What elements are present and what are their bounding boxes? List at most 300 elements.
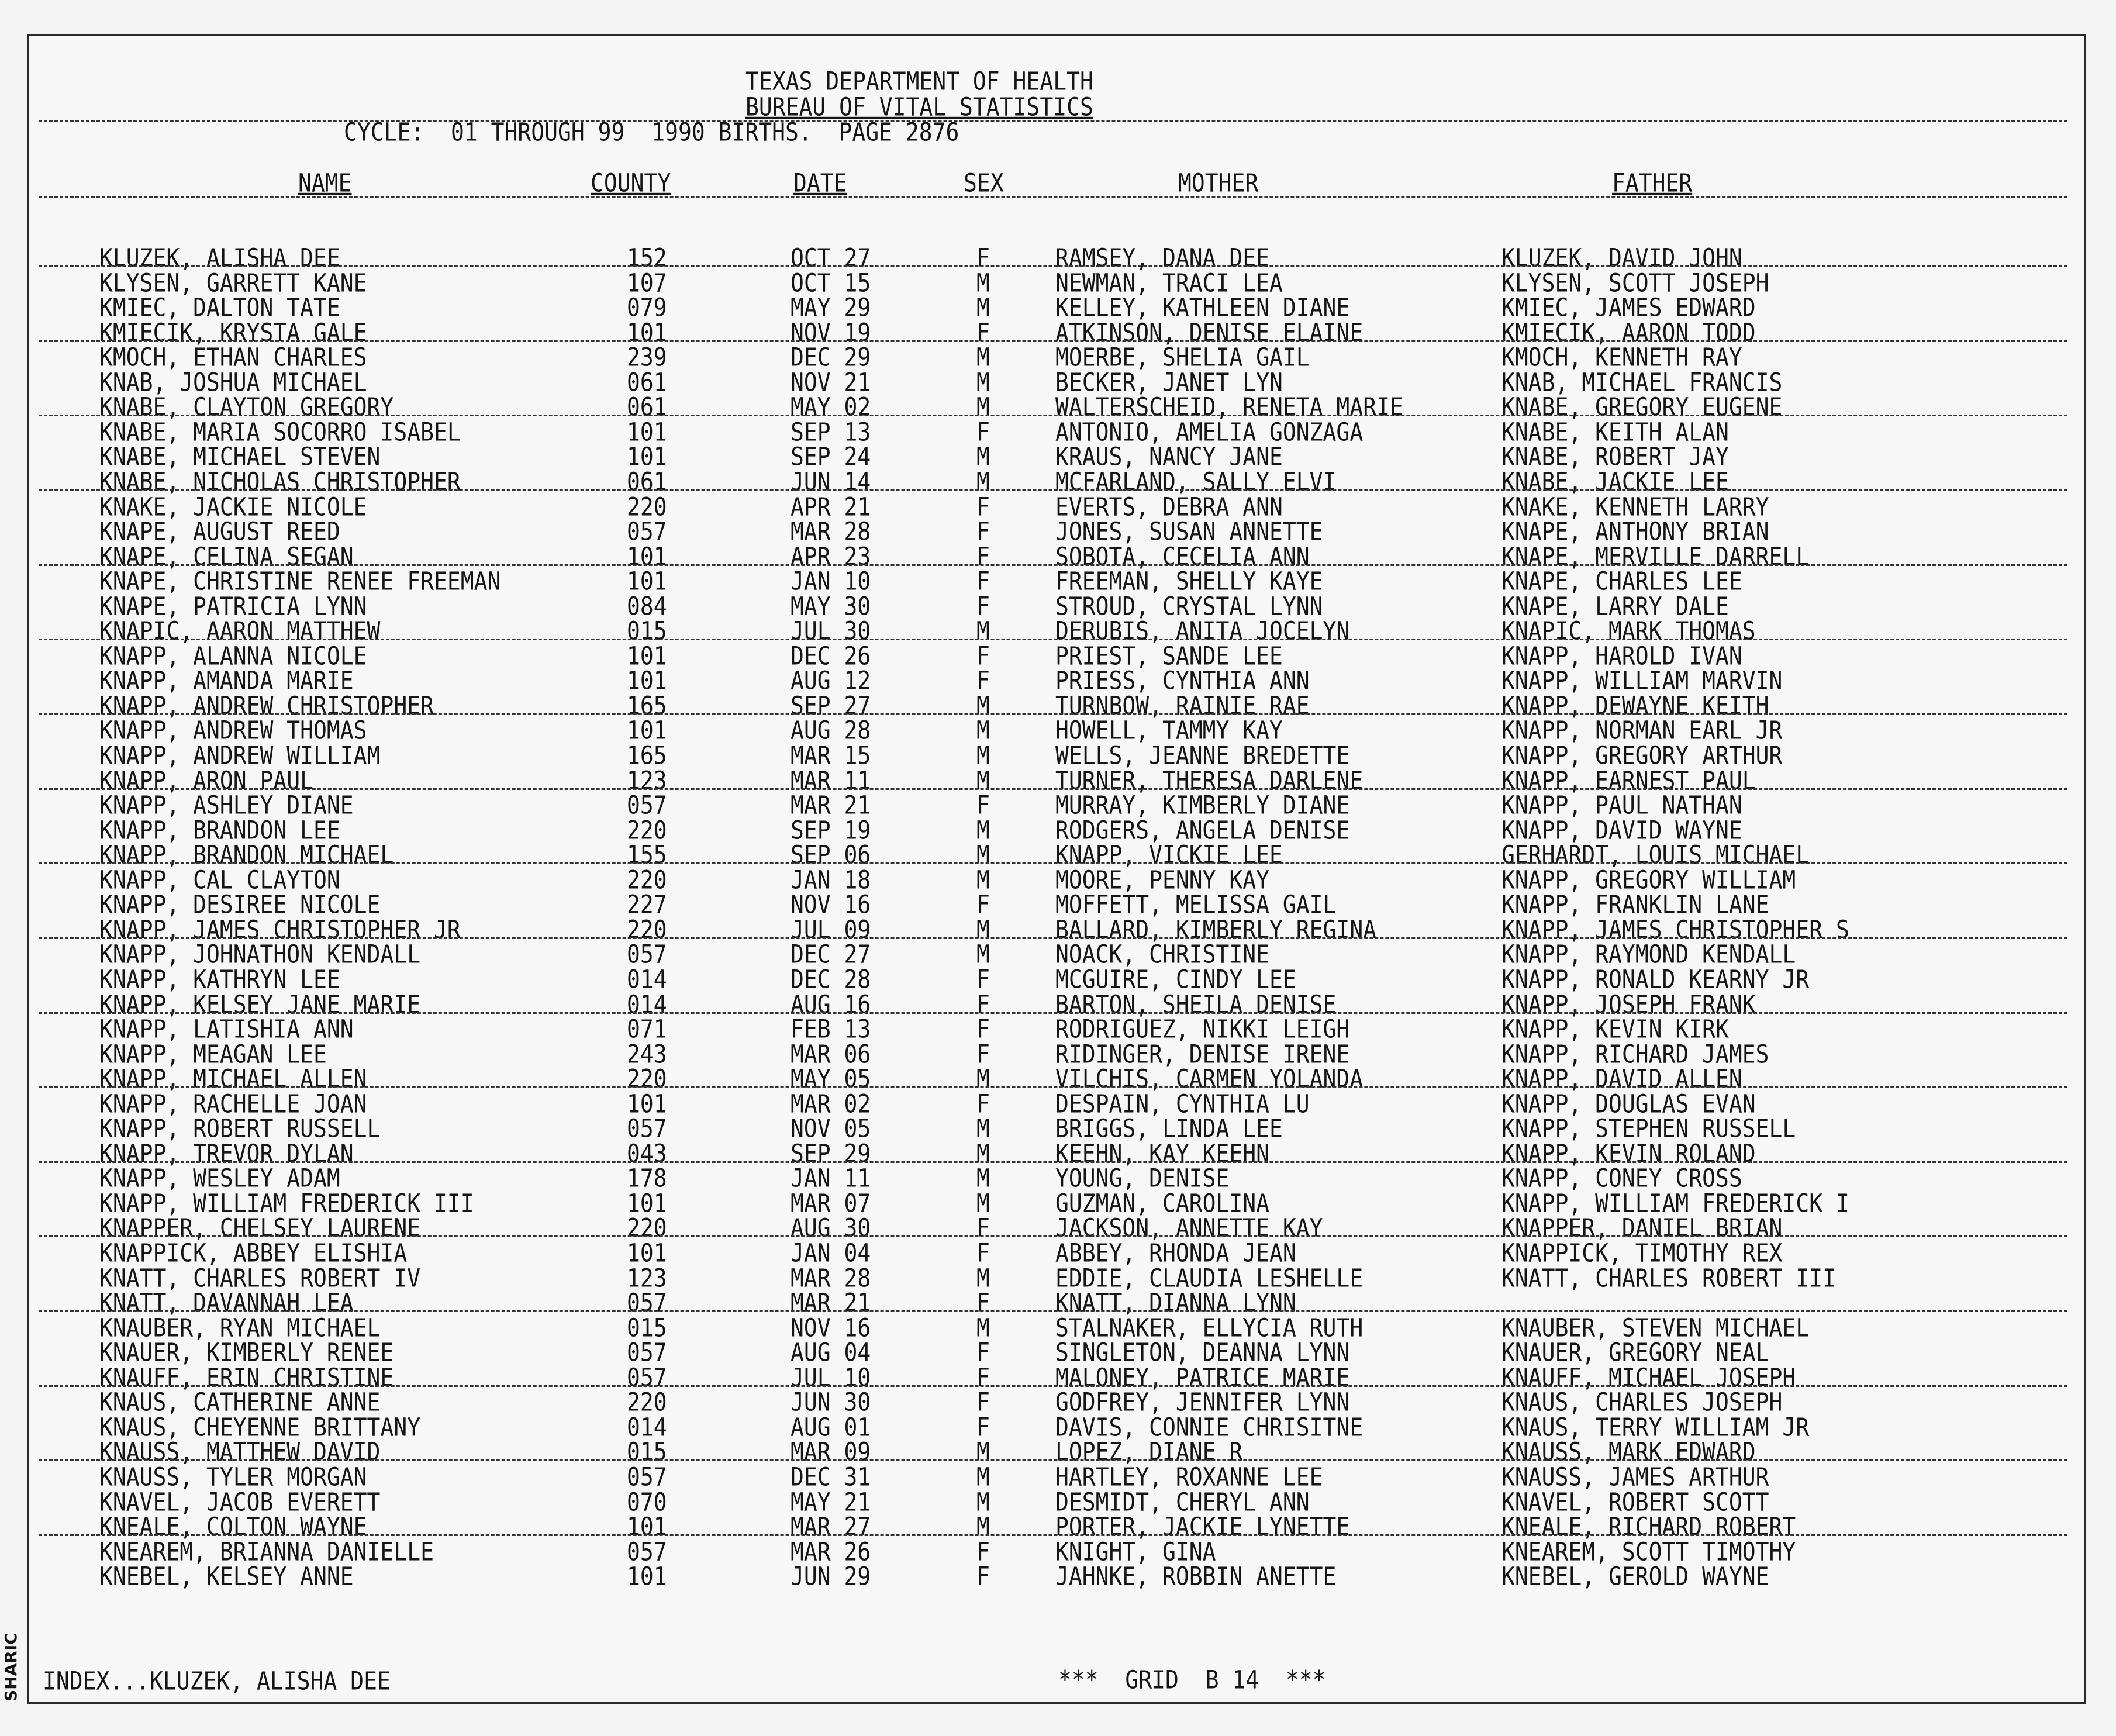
cell-sex: F <box>976 318 990 347</box>
cell-name: KMOCH, ETHAN CHARLES <box>99 343 367 372</box>
cell-mother: KELLEY, KATHLEEN DIANE <box>1055 293 1350 322</box>
cell-date: JAN 10 <box>791 567 871 596</box>
cell-sex: M <box>976 865 990 895</box>
cell-name: KNEBEL, KELSEY ANNE <box>99 1562 354 1591</box>
cell-date: MAR 11 <box>791 765 871 795</box>
cell-county: 057 <box>627 1114 667 1143</box>
cell-name: KNAUSS, TYLER MORGAN <box>99 1462 367 1492</box>
cell-father: KNAPE, LARRY DALE <box>1501 592 1729 621</box>
cell-father: KNAPP, NORMAN EARL JR <box>1501 716 1783 746</box>
cell-name: KNAPP, MICHAEL ALLEN <box>99 1064 367 1093</box>
cell-father: KNAUER, GREGORY NEAL <box>1501 1338 1769 1367</box>
cell-county: 014 <box>627 1413 667 1442</box>
cell-date: SEP 29 <box>791 1139 871 1168</box>
cell-father: KNAPP, DOUGLAS EVAN <box>1501 1089 1756 1119</box>
cell-father: KMOCH, KENNETH RAY <box>1501 343 1742 372</box>
cell-sex: M <box>976 1189 990 1218</box>
cell-mother: DESMIDT, CHERYL ANN <box>1055 1487 1310 1517</box>
cell-county: 101 <box>627 1562 667 1591</box>
cell-sex: M <box>976 915 990 944</box>
cell-father: KMIECIK, AARON TODD <box>1501 318 1756 347</box>
cell-county: 071 <box>627 1014 667 1044</box>
cell-mother: ABBEY, RHONDA JEAN <box>1055 1238 1296 1268</box>
cell-date: AUG 30 <box>791 1213 871 1243</box>
cell-sex: F <box>976 641 990 671</box>
row-separator <box>39 340 2067 342</box>
cell-mother: TURNBOW, RAINIE RAE <box>1055 691 1310 720</box>
cell-date: AUG 12 <box>791 666 871 695</box>
cell-name: KNEAREM, BRIANNA DANIELLE <box>99 1537 434 1566</box>
row-separator <box>39 1534 2067 1536</box>
cell-mother: VILCHIS, CARMEN YOLANDA <box>1055 1064 1364 1093</box>
cell-date: JAN 18 <box>791 865 871 895</box>
cell-date: DEC 31 <box>791 1462 871 1492</box>
cell-county: 107 <box>627 268 667 298</box>
cell-father: KNAPP, CONEY CROSS <box>1501 1164 1742 1193</box>
cell-name: KNAPP, ANDREW WILLIAM <box>99 741 381 770</box>
cell-sex: M <box>976 467 990 496</box>
row-separator <box>39 564 2067 566</box>
cell-sex: M <box>976 1313 990 1342</box>
cell-county: 057 <box>627 1288 667 1317</box>
cell-father: KNABE, GREGORY EUGENE <box>1501 392 1783 422</box>
cell-name: KNAPP, KELSEY JANE MARIE <box>99 989 421 1019</box>
cell-sex: M <box>976 442 990 472</box>
cell-date: MAR 28 <box>791 517 871 546</box>
cell-county: 220 <box>627 492 667 522</box>
cell-county: 101 <box>627 716 667 746</box>
cell-county: 101 <box>627 442 667 472</box>
cell-mother: RIDINGER, DENISE IRENE <box>1055 1039 1350 1069</box>
cell-father: KNAUSS, MARK EDWARD <box>1501 1437 1756 1467</box>
cell-sex: F <box>976 1388 990 1417</box>
cell-mother: MOORE, PENNY KAY <box>1055 865 1270 895</box>
cell-date: MAY 30 <box>791 592 871 621</box>
cell-mother: HOWELL, TAMMY KAY <box>1055 716 1283 746</box>
cell-county: 101 <box>627 567 667 596</box>
cell-date: DEC 27 <box>791 940 871 969</box>
cell-sex: M <box>976 1462 990 1492</box>
cell-mother: WELLS, JEANNE BREDETTE <box>1055 741 1350 770</box>
cell-mother: RAMSEY, DANA DEE <box>1055 243 1270 272</box>
cell-name: KNAPPER, CHELSEY LAURENE <box>99 1213 421 1243</box>
cell-mother: STROUD, CRYSTAL LYNN <box>1055 592 1323 621</box>
cell-date: APR 23 <box>791 541 871 571</box>
cell-father: KNAUFF, MICHAEL JOSEPH <box>1501 1363 1796 1392</box>
cell-sex: F <box>976 1039 990 1069</box>
cell-mother: EVERTS, DEBRA ANN <box>1055 492 1283 522</box>
cell-father: KNAPE, MERVILLE DARRELL <box>1501 541 1810 571</box>
cell-mother: BECKER, JANET LYN <box>1055 368 1283 397</box>
column-header-county: COUNTY <box>591 168 671 198</box>
cell-father: KNAPIC, MARK THOMAS <box>1501 616 1756 646</box>
cell-father: KNAVEL, ROBERT SCOTT <box>1501 1487 1769 1517</box>
cell-date: JUN 14 <box>791 467 871 496</box>
cell-father: KNEAREM, SCOTT TIMOTHY <box>1501 1537 1796 1566</box>
cell-county: 101 <box>627 1512 667 1541</box>
cell-date: OCT 15 <box>791 268 871 298</box>
cell-father: KNAPP, FRANKLIN LANE <box>1501 890 1769 919</box>
cell-father: KNAPP, RICHARD JAMES <box>1501 1039 1769 1069</box>
cell-county: 220 <box>627 915 667 944</box>
cell-county: 015 <box>627 1437 667 1467</box>
cell-date: FEB 13 <box>791 1014 871 1044</box>
cell-father: KNAPE, CHARLES LEE <box>1501 567 1742 596</box>
cell-county: 243 <box>627 1039 667 1069</box>
cell-county: 220 <box>627 1388 667 1417</box>
cell-county: 101 <box>627 541 667 571</box>
cell-mother: SINGLETON, DEANNA LYNN <box>1055 1338 1350 1367</box>
cell-name: KNABE, MICHAEL STEVEN <box>99 442 381 472</box>
cell-sex: M <box>976 293 990 322</box>
cell-name: KNAPE, PATRICIA LYNN <box>99 592 367 621</box>
cell-father: KNAKE, KENNETH LARRY <box>1501 492 1769 522</box>
cell-sex: M <box>976 940 990 969</box>
cell-sex: M <box>976 392 990 422</box>
cell-mother: BARTON, SHEILA DENISE <box>1055 989 1337 1019</box>
cell-name: KLUZEK, ALISHA DEE <box>99 243 340 272</box>
cell-county: 014 <box>627 989 667 1019</box>
row-separator <box>39 489 2067 491</box>
cell-name: KNAPE, CHRISTINE RENEE FREEMAN <box>99 567 501 596</box>
cell-county: 057 <box>627 940 667 969</box>
cell-name: KNAPP, ARON PAUL <box>99 765 314 795</box>
cell-county: 079 <box>627 293 667 322</box>
cell-date: NOV 21 <box>791 368 871 397</box>
cell-name: KNAPE, CELINA SEGAN <box>99 541 354 571</box>
cell-date: MAY 29 <box>791 293 871 322</box>
cell-mother: JAHNKE, ROBBIN ANETTE <box>1055 1562 1337 1591</box>
cell-sex: F <box>976 492 990 522</box>
cell-father: KNAPPER, DANIEL BRIAN <box>1501 1213 1783 1243</box>
cell-mother: GUZMAN, CAROLINA <box>1055 1189 1270 1218</box>
cell-name: KNAPP, MEAGAN LEE <box>99 1039 327 1069</box>
cell-mother: WALTERSCHEID, RENETA MARIE <box>1055 392 1403 422</box>
row-separator <box>39 1385 2067 1387</box>
cell-sex: F <box>976 1562 990 1591</box>
cell-name: KNAPP, DESIREE NICOLE <box>99 890 381 919</box>
cell-father: KNAB, MICHAEL FRANCIS <box>1501 368 1783 397</box>
cell-name: KNAUBER, RYAN MICHAEL <box>99 1313 381 1342</box>
cell-date: AUG 01 <box>791 1413 871 1442</box>
cell-county: 057 <box>627 1363 667 1392</box>
cell-father: KNAPP, DAVID ALLEN <box>1501 1064 1742 1093</box>
cell-name: KNAPP, ROBERT RUSSELL <box>99 1114 381 1143</box>
cell-county: 101 <box>627 1089 667 1119</box>
cell-sex: F <box>976 1363 990 1392</box>
cell-county: 014 <box>627 965 667 994</box>
cell-county: 152 <box>627 243 667 272</box>
cell-mother: BALLARD, KIMBERLY REGINA <box>1055 915 1377 944</box>
cell-father: KNAUBER, STEVEN MICHAEL <box>1501 1313 1810 1342</box>
cell-sex: F <box>976 1537 990 1566</box>
header-line2: BUREAU OF VITAL STATISTICS <box>745 92 1093 122</box>
cell-county: 101 <box>627 1189 667 1218</box>
cell-father: KNAPP, GREGORY WILLIAM <box>1501 865 1796 895</box>
cell-sex: F <box>976 541 990 571</box>
cell-mother: MURRAY, KIMBERLY DIANE <box>1055 791 1350 820</box>
cell-father: KNAPP, EARNEST PAUL <box>1501 765 1756 795</box>
cell-father: KNAPP, HAROLD IVAN <box>1501 641 1742 671</box>
cell-father: KNABE, KEITH ALAN <box>1501 417 1729 447</box>
cell-county: 084 <box>627 592 667 621</box>
cell-date: SEP 06 <box>791 840 871 869</box>
cell-name: KNAPE, AUGUST REED <box>99 517 340 546</box>
cell-name: KMIECIK, KRYSTA GALE <box>99 318 367 347</box>
cell-mother: MOFFETT, MELISSA GAIL <box>1055 890 1337 919</box>
cell-sex: F <box>976 1413 990 1442</box>
cell-county: 220 <box>627 1064 667 1093</box>
cell-name: KNAPP, LATISHIA ANN <box>99 1014 354 1044</box>
cell-father: KNAPP, GREGORY ARTHUR <box>1501 741 1783 770</box>
cell-mother: STALNAKER, ELLYCIA RUTH <box>1055 1313 1364 1342</box>
cell-mother: DESPAIN, CYNTHIA LU <box>1055 1089 1310 1119</box>
cell-date: MAR 26 <box>791 1537 871 1566</box>
cell-father: KNEALE, RICHARD ROBERT <box>1501 1512 1796 1541</box>
cell-date: APR 21 <box>791 492 871 522</box>
cell-name: KNAPP, JAMES CHRISTOPHER JR <box>99 915 461 944</box>
row-separator <box>39 1310 2067 1312</box>
cell-mother: MCFARLAND, SALLY ELVI <box>1055 467 1337 496</box>
cell-name: KNAVEL, JACOB EVERETT <box>99 1487 381 1517</box>
cell-sex: F <box>976 517 990 546</box>
cell-date: AUG 16 <box>791 989 871 1019</box>
cell-date: MAY 02 <box>791 392 871 422</box>
cell-sex: F <box>976 791 990 820</box>
cell-father: KNAPP, STEPHEN RUSSELL <box>1501 1114 1796 1143</box>
column-header-father: FATHER <box>1612 168 1693 198</box>
cell-county: 043 <box>627 1139 667 1168</box>
cell-mother: YOUNG, DENISE <box>1055 1164 1230 1193</box>
cell-sex: M <box>976 343 990 372</box>
cell-date: JUL 10 <box>791 1363 871 1392</box>
cell-name: KNAPP, BRANDON MICHAEL <box>99 840 394 869</box>
row-separator <box>39 1012 2067 1014</box>
cell-mother: PRIESS, CYNTHIA ANN <box>1055 666 1310 695</box>
cell-father: KNEBEL, GEROLD WAYNE <box>1501 1562 1769 1591</box>
header-cycle: CYCLE: 01 THROUGH 99 1990 BIRTHS. PAGE 2876 <box>344 118 959 147</box>
cell-date: NOV 19 <box>791 318 871 347</box>
cell-name: KNAPP, JOHNATHON KENDALL <box>99 940 421 969</box>
cell-date: MAY 05 <box>791 1064 871 1093</box>
cell-sex: F <box>976 965 990 994</box>
cell-county: 061 <box>627 368 667 397</box>
cell-date: NOV 16 <box>791 890 871 919</box>
cell-mother: DAVIS, CONNIE CHRISITNE <box>1055 1413 1364 1442</box>
cell-mother: GODFREY, JENNIFER LYNN <box>1055 1388 1350 1417</box>
cell-name: KNAPP, ALANNA NICOLE <box>99 641 367 671</box>
cell-sex: M <box>976 816 990 845</box>
cell-mother: SOBOTA, CECELIA ANN <box>1055 541 1310 571</box>
cell-mother: ANTONIO, AMELIA GONZAGA <box>1055 417 1364 447</box>
cell-county: 101 <box>627 318 667 347</box>
cell-mother: HARTLEY, ROXANNE LEE <box>1055 1462 1323 1492</box>
cell-sex: F <box>976 1089 990 1119</box>
cell-county: 227 <box>627 890 667 919</box>
cell-name: KNAPP, RACHELLE JOAN <box>99 1089 367 1119</box>
cell-date: DEC 26 <box>791 641 871 671</box>
cell-county: 061 <box>627 467 667 496</box>
header-rule-2 <box>39 196 2067 198</box>
cell-sex: F <box>976 243 990 272</box>
cell-mother: LOPEZ, DIANE R <box>1055 1437 1243 1467</box>
cell-date: MAY 21 <box>791 1487 871 1517</box>
cell-name: KNAUSS, MATTHEW DAVID <box>99 1437 381 1467</box>
cell-sex: M <box>976 1512 990 1541</box>
cell-name: KNAPP, ANDREW CHRISTOPHER <box>99 691 434 720</box>
cell-name: KNAKE, JACKIE NICOLE <box>99 492 367 522</box>
row-separator <box>39 862 2067 864</box>
cell-father: KNAUS, TERRY WILLIAM JR <box>1501 1413 1810 1442</box>
cell-sex: M <box>976 1139 990 1168</box>
cell-father: KNATT, CHARLES ROBERT III <box>1501 1263 1836 1293</box>
cell-county: 220 <box>627 816 667 845</box>
cell-father: KNAUSS, JAMES ARTHUR <box>1501 1462 1769 1492</box>
row-separator <box>39 415 2067 416</box>
cell-date: DEC 29 <box>791 343 871 372</box>
cell-father: KNAPPICK, TIMOTHY REX <box>1501 1238 1783 1268</box>
cell-mother: MOERBE, SHELIA GAIL <box>1055 343 1310 372</box>
cell-mother: NOACK, CHRISTINE <box>1055 940 1270 969</box>
cell-name: KNAPPICK, ABBEY ELISHIA <box>99 1238 408 1268</box>
column-header-mother: MOTHER <box>1178 168 1259 198</box>
cell-name: KNATT, CHARLES ROBERT IV <box>99 1263 421 1293</box>
cell-name: KNABE, MARIA SOCORRO ISABEL <box>99 417 461 447</box>
row-separator <box>39 1235 2067 1237</box>
cell-name: KNAPP, TREVOR DYLAN <box>99 1139 354 1168</box>
cell-name: KNAUS, CATHERINE ANNE <box>99 1388 381 1417</box>
column-header-name: NAME <box>298 168 352 198</box>
cell-date: SEP 19 <box>791 816 871 845</box>
cell-sex: M <box>976 741 990 770</box>
cell-sex: F <box>976 417 990 447</box>
cell-father: KNAPP, DEWAYNE KEITH <box>1501 691 1769 720</box>
cell-sex: F <box>976 989 990 1019</box>
cell-sex: M <box>976 765 990 795</box>
cell-name: KNABE, NICHOLAS CHRISTOPHER <box>99 467 461 496</box>
cell-sex: F <box>976 666 990 695</box>
cell-sex: M <box>976 1437 990 1467</box>
cell-mother: JONES, SUSAN ANNETTE <box>1055 517 1323 546</box>
cell-mother: BRIGGS, LINDA LEE <box>1055 1114 1283 1143</box>
cell-sex: M <box>976 1487 990 1517</box>
cell-county: 220 <box>627 1213 667 1243</box>
cell-father: KNABE, JACKIE LEE <box>1501 467 1729 496</box>
cell-father: KNAPP, RAYMOND KENDALL <box>1501 940 1796 969</box>
cell-sex: F <box>976 592 990 621</box>
cell-county: 220 <box>627 865 667 895</box>
cell-name: KNAPP, ASHLEY DIANE <box>99 791 354 820</box>
cell-mother: JACKSON, ANNETTE KAY <box>1055 1213 1323 1243</box>
cell-name: KNAUS, CHEYENNE BRITTANY <box>99 1413 421 1442</box>
cell-county: 101 <box>627 666 667 695</box>
cell-sex: F <box>976 890 990 919</box>
cell-county: 070 <box>627 1487 667 1517</box>
cell-name: KNAPP, AMANDA MARIE <box>99 666 354 695</box>
footer-index: INDEX...KLUZEK, ALISHA DEE <box>43 1666 391 1696</box>
cell-mother: PORTER, JACKIE LYNETTE <box>1055 1512 1350 1541</box>
cell-county: 057 <box>627 1462 667 1492</box>
column-header-sex: SEX <box>964 168 1004 198</box>
cell-county: 155 <box>627 840 667 869</box>
cell-father: KLYSEN, SCOTT JOSEPH <box>1501 268 1769 298</box>
cell-mother: MCGUIRE, CINDY LEE <box>1055 965 1296 994</box>
cell-county: 123 <box>627 1263 667 1293</box>
side-label: SHARIC <box>1 1633 20 1702</box>
cell-date: JAN 11 <box>791 1164 871 1193</box>
cell-date: JUL 09 <box>791 915 871 944</box>
cell-mother: KEEHN, KAY KEEHN <box>1055 1139 1270 1168</box>
cell-county: 123 <box>627 765 667 795</box>
cell-father: KLUZEK, DAVID JOHN <box>1501 243 1742 272</box>
cell-sex: M <box>976 1064 990 1093</box>
cell-sex: F <box>976 1014 990 1044</box>
cell-father: KNAUS, CHARLES JOSEPH <box>1501 1388 1783 1417</box>
cell-father: KNAPP, WILLIAM MARVIN <box>1501 666 1783 695</box>
cell-date: SEP 13 <box>791 417 871 447</box>
cell-date: JUN 29 <box>791 1562 871 1591</box>
cell-date: MAR 07 <box>791 1189 871 1218</box>
cell-date: JUL 30 <box>791 616 871 646</box>
cell-mother: DERUBIS, ANITA JOCELYN <box>1055 616 1350 646</box>
cell-mother: RODRIGUEZ, NIKKI LEIGH <box>1055 1014 1350 1044</box>
cell-county: 101 <box>627 417 667 447</box>
cell-county: 239 <box>627 343 667 372</box>
cell-date: AUG 04 <box>791 1338 871 1367</box>
cell-date: JUN 30 <box>791 1388 871 1417</box>
header-rule-1 <box>39 120 2067 122</box>
cell-date: AUG 28 <box>791 716 871 746</box>
header-line1: TEXAS DEPARTMENT OF HEALTH <box>745 67 1093 96</box>
cell-mother: KNATT, DIANNA LYNN <box>1055 1288 1296 1317</box>
cell-father: KNAPE, ANTHONY BRIAN <box>1501 517 1769 546</box>
cell-sex: M <box>976 1263 990 1293</box>
cell-name: KNEALE, COLTON WAYNE <box>99 1512 367 1541</box>
cell-county: 101 <box>627 641 667 671</box>
cell-date: MAR 21 <box>791 1288 871 1317</box>
row-separator <box>39 937 2067 939</box>
cell-father: KNAPP, PAUL NATHAN <box>1501 791 1742 820</box>
row-separator <box>39 265 2067 267</box>
cell-county: 061 <box>627 392 667 422</box>
row-separator <box>39 1161 2067 1163</box>
cell-father: KNAPP, WILLIAM FREDERICK I <box>1501 1189 1849 1218</box>
cell-sex: F <box>976 1238 990 1268</box>
cell-name: KNATT, DAVANNAH LEA <box>99 1288 354 1317</box>
cell-name: KNABE, CLAYTON GREGORY <box>99 392 394 422</box>
cell-date: SEP 27 <box>791 691 871 720</box>
footer-grid: *** GRID B 14 *** <box>1058 1665 1326 1694</box>
cell-sex: M <box>976 840 990 869</box>
cell-date: MAR 28 <box>791 1263 871 1293</box>
row-separator <box>39 788 2067 790</box>
cell-name: KMIEC, DALTON TATE <box>99 293 340 322</box>
cell-date: NOV 05 <box>791 1114 871 1143</box>
cell-county: 165 <box>627 691 667 720</box>
cell-name: KNAPIC, AARON MATTHEW <box>99 616 381 646</box>
cell-name: KNAPP, WILLIAM FREDERICK III <box>99 1189 474 1218</box>
cell-sex: M <box>976 691 990 720</box>
cell-mother: KRAUS, NANCY JANE <box>1055 442 1283 472</box>
cell-sex: F <box>976 567 990 596</box>
cell-county: 165 <box>627 741 667 770</box>
cell-sex: M <box>976 268 990 298</box>
row-separator <box>39 1086 2067 1088</box>
cell-county: 057 <box>627 1338 667 1367</box>
cell-name: KNAPP, ANDREW THOMAS <box>99 716 367 746</box>
row-separator <box>39 713 2067 715</box>
cell-name: KNAB, JOSHUA MICHAEL <box>99 368 367 397</box>
